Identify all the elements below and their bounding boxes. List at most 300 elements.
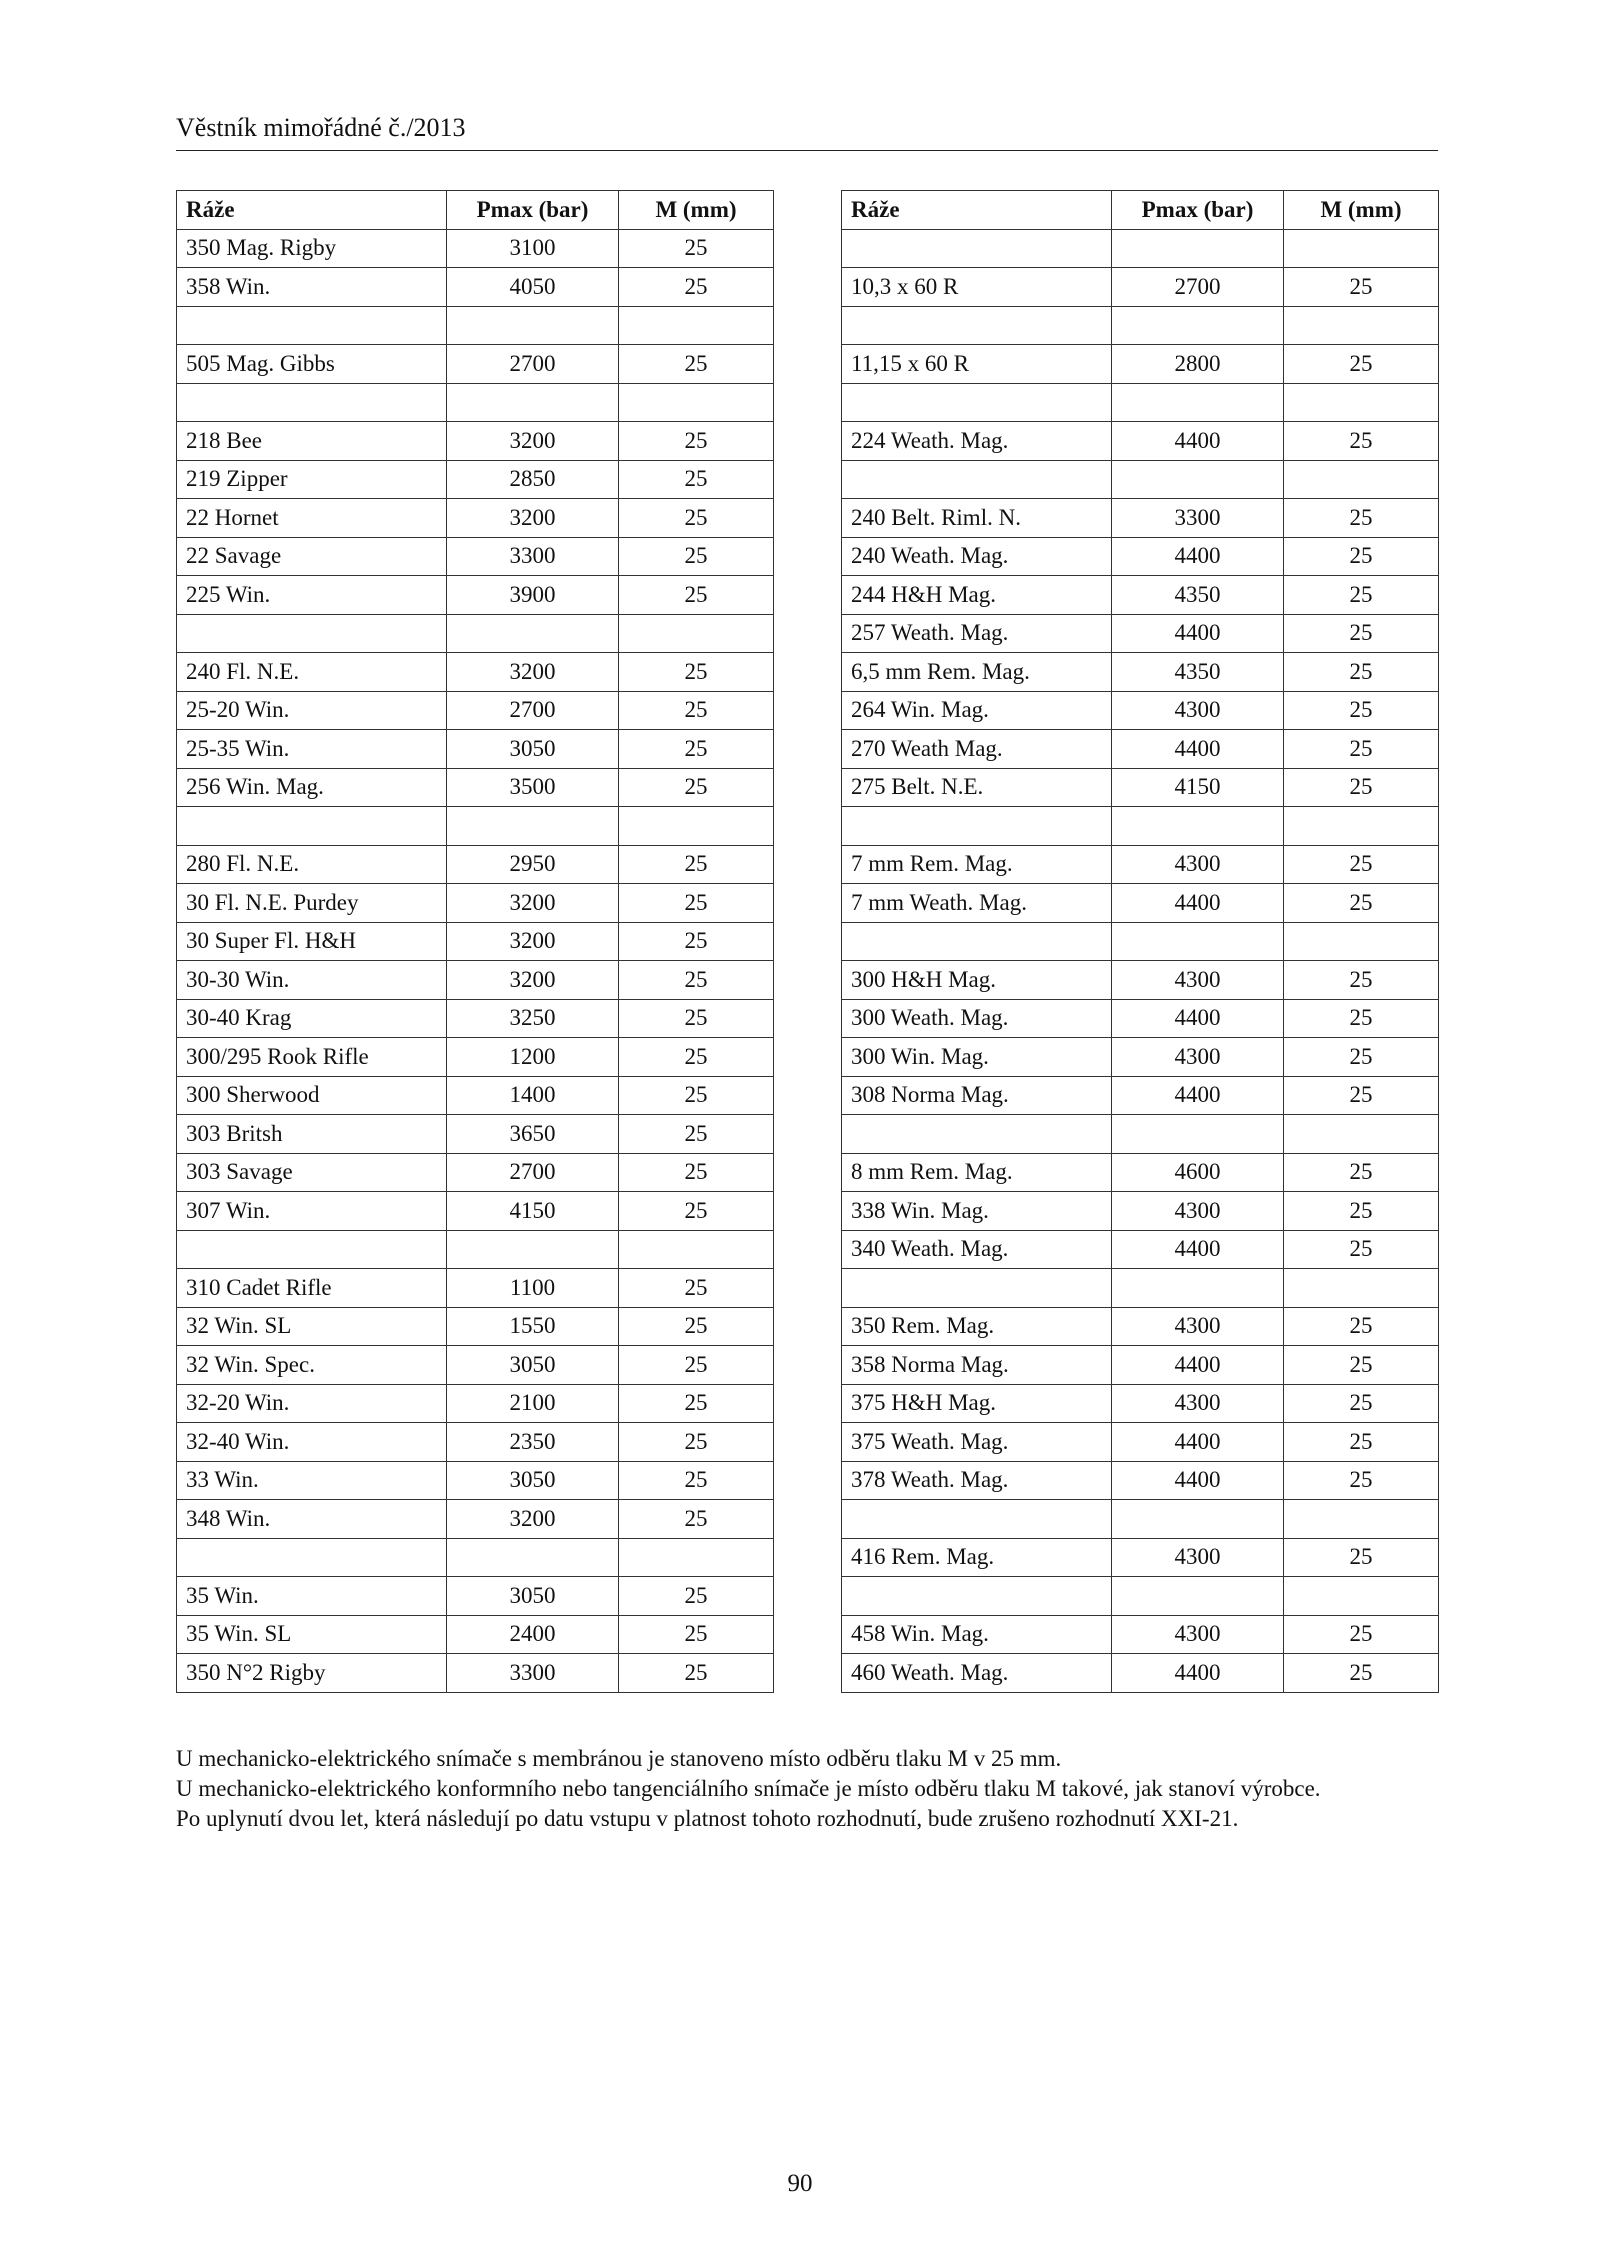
- m-cell: [619, 1538, 774, 1577]
- pmax-cell: [447, 306, 619, 345]
- pmax-cell: 1400: [447, 1076, 619, 1115]
- m-cell: 25: [1284, 1615, 1439, 1654]
- m-cell: 25: [1284, 1654, 1439, 1693]
- table-row: [842, 922, 1439, 961]
- pmax-cell: [447, 807, 619, 846]
- pmax-cell: 4400: [1112, 1076, 1284, 1115]
- table-row: [177, 1230, 774, 1269]
- pmax-cell: [1112, 922, 1284, 961]
- caliber-cell: 375 H&H Mag.: [842, 1384, 1112, 1423]
- pmax-cell: 2700: [447, 345, 619, 384]
- table-row: [177, 576, 774, 615]
- table-row: [842, 1384, 1439, 1423]
- caliber-cell: [842, 460, 1112, 499]
- table-row: [842, 537, 1439, 576]
- m-cell: [619, 614, 774, 653]
- caliber-cell: [177, 614, 447, 653]
- table-row: [842, 460, 1439, 499]
- m-cell: [619, 383, 774, 422]
- m-cell: 25: [1284, 1307, 1439, 1346]
- caliber-cell: 35 Win. SL: [177, 1615, 447, 1654]
- left-caliber-table: [176, 190, 774, 1693]
- table-row: [177, 229, 774, 268]
- m-cell: 25: [619, 268, 774, 307]
- m-cell: 25: [1284, 1076, 1439, 1115]
- m-cell: 25: [619, 884, 774, 923]
- pmax-cell: 2700: [447, 1153, 619, 1192]
- table-row: [842, 499, 1439, 538]
- pmax-cell: 4350: [1112, 653, 1284, 692]
- caliber-cell: 33 Win.: [177, 1461, 447, 1500]
- m-cell: 25: [619, 1346, 774, 1385]
- caliber-cell: 300 H&H Mag.: [842, 961, 1112, 1000]
- caliber-cell: [842, 229, 1112, 268]
- caliber-cell: 300 Sherwood: [177, 1076, 447, 1115]
- caliber-cell: 8 mm Rem. Mag.: [842, 1153, 1112, 1192]
- table-row: [842, 1115, 1439, 1154]
- table-row: [842, 1423, 1439, 1462]
- table-row: [842, 1269, 1439, 1308]
- pmax-cell: [447, 614, 619, 653]
- pmax-cell: 3300: [1112, 499, 1284, 538]
- pmax-cell: 1550: [447, 1307, 619, 1346]
- pmax-cell: 4300: [1112, 1038, 1284, 1077]
- pmax-cell: 3300: [447, 537, 619, 576]
- column-header-caliber: Ráže: [177, 191, 447, 230]
- pmax-cell: 4400: [1112, 614, 1284, 653]
- m-cell: 25: [1284, 768, 1439, 807]
- caliber-cell: 32-40 Win.: [177, 1423, 447, 1462]
- m-cell: 25: [1284, 653, 1439, 692]
- caliber-cell: 375 Weath. Mag.: [842, 1423, 1112, 1462]
- caliber-cell: [177, 1538, 447, 1577]
- pmax-cell: 2800: [1112, 345, 1284, 384]
- caliber-cell: 30-30 Win.: [177, 961, 447, 1000]
- table-row: [842, 845, 1439, 884]
- table-row: [177, 1423, 774, 1462]
- pmax-cell: 4300: [1112, 1615, 1284, 1654]
- table-row: [177, 1153, 774, 1192]
- pmax-cell: 3050: [447, 1577, 619, 1616]
- pmax-cell: 3200: [447, 1500, 619, 1539]
- table-row: [177, 1076, 774, 1115]
- table-row: [177, 422, 774, 461]
- caliber-cell: 505 Mag. Gibbs: [177, 345, 447, 384]
- m-cell: 25: [619, 1307, 774, 1346]
- m-cell: 25: [1284, 1461, 1439, 1500]
- table-row: [842, 691, 1439, 730]
- m-cell: [1284, 383, 1439, 422]
- m-cell: 25: [1284, 961, 1439, 1000]
- header-title: Věstník mimořádné č./2013: [176, 113, 466, 142]
- m-cell: 25: [619, 1461, 774, 1500]
- m-cell: 25: [619, 1269, 774, 1308]
- table-row: [177, 1115, 774, 1154]
- m-cell: 25: [1284, 1538, 1439, 1577]
- pmax-cell: [1112, 460, 1284, 499]
- caliber-cell: [177, 807, 447, 846]
- m-cell: 25: [1284, 884, 1439, 923]
- table-row: [842, 730, 1439, 769]
- table-row: [842, 1038, 1439, 1077]
- pmax-cell: 4400: [1112, 1230, 1284, 1269]
- m-cell: 25: [1284, 614, 1439, 653]
- pmax-cell: 3200: [447, 961, 619, 1000]
- caliber-cell: 22 Savage: [177, 537, 447, 576]
- m-cell: 25: [1284, 499, 1439, 538]
- pmax-cell: 3200: [447, 422, 619, 461]
- caliber-cell: 416 Rem. Mag.: [842, 1538, 1112, 1577]
- caliber-cell: 300 Weath. Mag.: [842, 999, 1112, 1038]
- m-cell: 25: [619, 961, 774, 1000]
- table-row: [177, 1038, 774, 1077]
- table-row: [177, 1538, 774, 1577]
- caliber-cell: 240 Fl. N.E.: [177, 653, 447, 692]
- caliber-cell: 460 Weath. Mag.: [842, 1654, 1112, 1693]
- pmax-cell: 3200: [447, 884, 619, 923]
- m-cell: [1284, 922, 1439, 961]
- pmax-cell: 4400: [1112, 884, 1284, 923]
- column-header-pmax: Pmax (bar): [1112, 191, 1284, 230]
- table-row: [842, 268, 1439, 307]
- note-line: U mechanicko-elektrického konformního nebo tangenciálního snímače je místo odběru tlaku M takové, jak stanoví výrobce.: [176, 1776, 1321, 1801]
- table-row: [177, 1577, 774, 1616]
- pmax-cell: 3300: [447, 1654, 619, 1693]
- pmax-cell: 4400: [1112, 1654, 1284, 1693]
- table-row: [842, 653, 1439, 692]
- table-row: [177, 537, 774, 576]
- caliber-cell: [842, 306, 1112, 345]
- caliber-cell: 458 Win. Mag.: [842, 1615, 1112, 1654]
- table-row: [842, 1307, 1439, 1346]
- caliber-cell: 358 Win.: [177, 268, 447, 307]
- caliber-cell: 350 Rem. Mag.: [842, 1307, 1112, 1346]
- caliber-cell: 30-40 Krag: [177, 999, 447, 1038]
- pmax-cell: 3650: [447, 1115, 619, 1154]
- pmax-cell: 3900: [447, 576, 619, 615]
- table-row: [177, 730, 774, 769]
- table-row: [177, 1269, 774, 1308]
- m-cell: 25: [619, 922, 774, 961]
- m-cell: 25: [619, 730, 774, 769]
- table-row: [842, 229, 1439, 268]
- m-cell: [1284, 306, 1439, 345]
- pmax-cell: 4600: [1112, 1153, 1284, 1192]
- caliber-cell: 240 Weath. Mag.: [842, 537, 1112, 576]
- caliber-cell: 280 Fl. N.E.: [177, 845, 447, 884]
- caliber-cell: 300/295 Rook Rifle: [177, 1038, 447, 1077]
- m-cell: [1284, 229, 1439, 268]
- table-row: [842, 1654, 1439, 1693]
- pmax-cell: [447, 1230, 619, 1269]
- caliber-cell: 22 Hornet: [177, 499, 447, 538]
- pmax-cell: 4300: [1112, 1538, 1284, 1577]
- table-header-row: [177, 191, 774, 230]
- table-row: [842, 1153, 1439, 1192]
- pmax-cell: 4300: [1112, 1384, 1284, 1423]
- column-header-m: M (mm): [619, 191, 774, 230]
- table-row: [177, 845, 774, 884]
- caliber-cell: 378 Weath. Mag.: [842, 1461, 1112, 1500]
- table-row: [177, 691, 774, 730]
- caliber-cell: 303 Savage: [177, 1153, 447, 1192]
- table-row: [177, 614, 774, 653]
- pmax-cell: 4350: [1112, 576, 1284, 615]
- pmax-cell: 4150: [447, 1192, 619, 1231]
- table-row: [842, 383, 1439, 422]
- table-row: [842, 807, 1439, 846]
- m-cell: [619, 306, 774, 345]
- table-row: [177, 1192, 774, 1231]
- m-cell: [619, 807, 774, 846]
- pmax-cell: 3200: [447, 499, 619, 538]
- table-row: [177, 345, 774, 384]
- column-header-m: M (mm): [1284, 191, 1439, 230]
- caliber-cell: 310 Cadet Rifle: [177, 1269, 447, 1308]
- m-cell: 25: [619, 1153, 774, 1192]
- pmax-cell: 3050: [447, 730, 619, 769]
- pmax-cell: [1112, 1500, 1284, 1539]
- table-row: [177, 884, 774, 923]
- caliber-cell: 6,5 mm Rem. Mag.: [842, 653, 1112, 692]
- table-row: [842, 1461, 1439, 1500]
- caliber-cell: 25-20 Win.: [177, 691, 447, 730]
- table-row: [177, 1307, 774, 1346]
- m-cell: [1284, 1500, 1439, 1539]
- pmax-cell: 4400: [1112, 537, 1284, 576]
- caliber-cell: [177, 383, 447, 422]
- caliber-cell: [177, 306, 447, 345]
- table-row: [177, 999, 774, 1038]
- page-number: 90: [787, 2170, 813, 2197]
- m-cell: 25: [619, 1192, 774, 1231]
- note-line: U mechanicko-elektrického snímače s membránou je stanoveno místo odběru tlaku M v 25 mm.: [176, 1746, 1062, 1771]
- pmax-cell: 3500: [447, 768, 619, 807]
- table-row: [842, 306, 1439, 345]
- m-cell: 25: [1284, 999, 1439, 1038]
- pmax-cell: [1112, 1115, 1284, 1154]
- table-row: [177, 1461, 774, 1500]
- table-row: [842, 1230, 1439, 1269]
- pmax-cell: 1200: [447, 1038, 619, 1077]
- pmax-cell: 4400: [1112, 1423, 1284, 1462]
- m-cell: 25: [1284, 845, 1439, 884]
- table-row: [177, 268, 774, 307]
- caliber-cell: [177, 1230, 447, 1269]
- caliber-cell: [842, 1115, 1112, 1154]
- table-row: [842, 884, 1439, 923]
- m-cell: 25: [619, 1384, 774, 1423]
- caliber-cell: 32 Win. SL: [177, 1307, 447, 1346]
- caliber-cell: 275 Belt. N.E.: [842, 768, 1112, 807]
- table-row: [842, 1192, 1439, 1231]
- table-row: [177, 807, 774, 846]
- caliber-cell: 32-20 Win.: [177, 1384, 447, 1423]
- caliber-cell: 25-35 Win.: [177, 730, 447, 769]
- pmax-cell: [447, 1538, 619, 1577]
- pmax-cell: 4150: [1112, 768, 1284, 807]
- table-row: [842, 999, 1439, 1038]
- m-cell: 25: [619, 1423, 774, 1462]
- pmax-cell: 4050: [447, 268, 619, 307]
- m-cell: 25: [619, 653, 774, 692]
- column-header-caliber: Ráže: [842, 191, 1112, 230]
- pmax-cell: 2350: [447, 1423, 619, 1462]
- pmax-cell: 2700: [447, 691, 619, 730]
- caliber-cell: 307 Win.: [177, 1192, 447, 1231]
- m-cell: 25: [619, 845, 774, 884]
- caliber-cell: 303 Britsh: [177, 1115, 447, 1154]
- m-cell: 25: [619, 576, 774, 615]
- caliber-cell: 32 Win. Spec.: [177, 1346, 447, 1385]
- caliber-cell: 348 Win.: [177, 1500, 447, 1539]
- table-row: [842, 1076, 1439, 1115]
- pmax-cell: [1112, 306, 1284, 345]
- pmax-cell: [1112, 1269, 1284, 1308]
- caliber-cell: 350 N°2 Rigby: [177, 1654, 447, 1693]
- pmax-cell: 4400: [1112, 730, 1284, 769]
- caliber-cell: 300 Win. Mag.: [842, 1038, 1112, 1077]
- pmax-cell: 2400: [447, 1615, 619, 1654]
- caliber-cell: 30 Super Fl. H&H: [177, 922, 447, 961]
- page-header: [176, 112, 1438, 151]
- m-cell: 25: [1284, 268, 1439, 307]
- pmax-cell: 3200: [447, 653, 619, 692]
- m-cell: 25: [1284, 345, 1439, 384]
- table-row: [842, 1500, 1439, 1539]
- m-cell: 25: [1284, 1153, 1439, 1192]
- caliber-cell: 11,15 x 60 R: [842, 345, 1112, 384]
- pmax-cell: 4300: [1112, 1307, 1284, 1346]
- notes-section: [176, 1744, 1438, 1834]
- table-row: [177, 922, 774, 961]
- pmax-cell: 4400: [1112, 1346, 1284, 1385]
- m-cell: [1284, 1577, 1439, 1616]
- table-row: [842, 1538, 1439, 1577]
- pmax-cell: 3200: [447, 922, 619, 961]
- pmax-cell: [1112, 383, 1284, 422]
- caliber-cell: 257 Weath. Mag.: [842, 614, 1112, 653]
- caliber-cell: 10,3 x 60 R: [842, 268, 1112, 307]
- caliber-cell: 35 Win.: [177, 1577, 447, 1616]
- pmax-cell: [1112, 807, 1284, 846]
- caliber-cell: 30 Fl. N.E. Purdey: [177, 884, 447, 923]
- m-cell: [1284, 1269, 1439, 1308]
- pmax-cell: 3100: [447, 229, 619, 268]
- table-row: [177, 961, 774, 1000]
- table-row: [842, 576, 1439, 615]
- m-cell: 25: [1284, 1346, 1439, 1385]
- m-cell: [1284, 807, 1439, 846]
- caliber-cell: [842, 383, 1112, 422]
- m-cell: 25: [619, 499, 774, 538]
- m-cell: 25: [1284, 422, 1439, 461]
- pmax-cell: [1112, 1577, 1284, 1616]
- caliber-cell: [842, 922, 1112, 961]
- caliber-cell: 224 Weath. Mag.: [842, 422, 1112, 461]
- table-row: [177, 653, 774, 692]
- caliber-cell: 264 Win. Mag.: [842, 691, 1112, 730]
- m-cell: 25: [619, 768, 774, 807]
- caliber-cell: [842, 807, 1112, 846]
- caliber-cell: 225 Win.: [177, 576, 447, 615]
- pmax-cell: 4400: [1112, 422, 1284, 461]
- table-row: [177, 383, 774, 422]
- pmax-cell: [447, 383, 619, 422]
- column-header-pmax: Pmax (bar): [447, 191, 619, 230]
- caliber-cell: 350 Mag. Rigby: [177, 229, 447, 268]
- pmax-cell: 2700: [1112, 268, 1284, 307]
- caliber-cell: 219 Zipper: [177, 460, 447, 499]
- caliber-cell: 256 Win. Mag.: [177, 768, 447, 807]
- m-cell: 25: [1284, 537, 1439, 576]
- pmax-cell: 3250: [447, 999, 619, 1038]
- m-cell: 25: [619, 1115, 774, 1154]
- table-row: [842, 961, 1439, 1000]
- table-row: [842, 614, 1439, 653]
- caliber-cell: 240 Belt. Riml. N.: [842, 499, 1112, 538]
- table-row: [842, 422, 1439, 461]
- pmax-cell: 4400: [1112, 1461, 1284, 1500]
- table-row: [842, 345, 1439, 384]
- caliber-cell: 308 Norma Mag.: [842, 1076, 1112, 1115]
- m-cell: 25: [619, 1500, 774, 1539]
- caliber-cell: 338 Win. Mag.: [842, 1192, 1112, 1231]
- pmax-cell: 3050: [447, 1461, 619, 1500]
- table-row: [177, 1500, 774, 1539]
- m-cell: 25: [1284, 1423, 1439, 1462]
- m-cell: 25: [619, 999, 774, 1038]
- pmax-cell: 2850: [447, 460, 619, 499]
- caliber-cell: 358 Norma Mag.: [842, 1346, 1112, 1385]
- table-row: [177, 1384, 774, 1423]
- m-cell: 25: [1284, 691, 1439, 730]
- table-row: [842, 768, 1439, 807]
- table-row: [177, 1346, 774, 1385]
- table-row: [177, 1615, 774, 1654]
- m-cell: 25: [619, 1577, 774, 1616]
- pmax-cell: 1100: [447, 1269, 619, 1308]
- caliber-cell: 270 Weath Mag.: [842, 730, 1112, 769]
- pmax-cell: 3050: [447, 1346, 619, 1385]
- m-cell: 25: [1284, 1230, 1439, 1269]
- table-row: [177, 460, 774, 499]
- caliber-cell: 340 Weath. Mag.: [842, 1230, 1112, 1269]
- table-row: [177, 306, 774, 345]
- right-caliber-table: [841, 190, 1439, 1693]
- caliber-cell: 7 mm Rem. Mag.: [842, 845, 1112, 884]
- m-cell: 25: [619, 229, 774, 268]
- m-cell: 25: [619, 1615, 774, 1654]
- m-cell: 25: [619, 691, 774, 730]
- pmax-cell: [1112, 229, 1284, 268]
- m-cell: 25: [619, 345, 774, 384]
- m-cell: [1284, 1115, 1439, 1154]
- table-row: [842, 1346, 1439, 1385]
- caliber-cell: [842, 1577, 1112, 1616]
- m-cell: 25: [619, 460, 774, 499]
- pmax-cell: 4300: [1112, 1192, 1284, 1231]
- table-row: [177, 1654, 774, 1693]
- table-row: [842, 1577, 1439, 1616]
- pmax-cell: 4300: [1112, 845, 1284, 884]
- table-row: [842, 1615, 1439, 1654]
- m-cell: 25: [1284, 1192, 1439, 1231]
- caliber-cell: 7 mm Weath. Mag.: [842, 884, 1112, 923]
- pmax-cell: 2100: [447, 1384, 619, 1423]
- pmax-cell: 4400: [1112, 999, 1284, 1038]
- caliber-cell: 244 H&H Mag.: [842, 576, 1112, 615]
